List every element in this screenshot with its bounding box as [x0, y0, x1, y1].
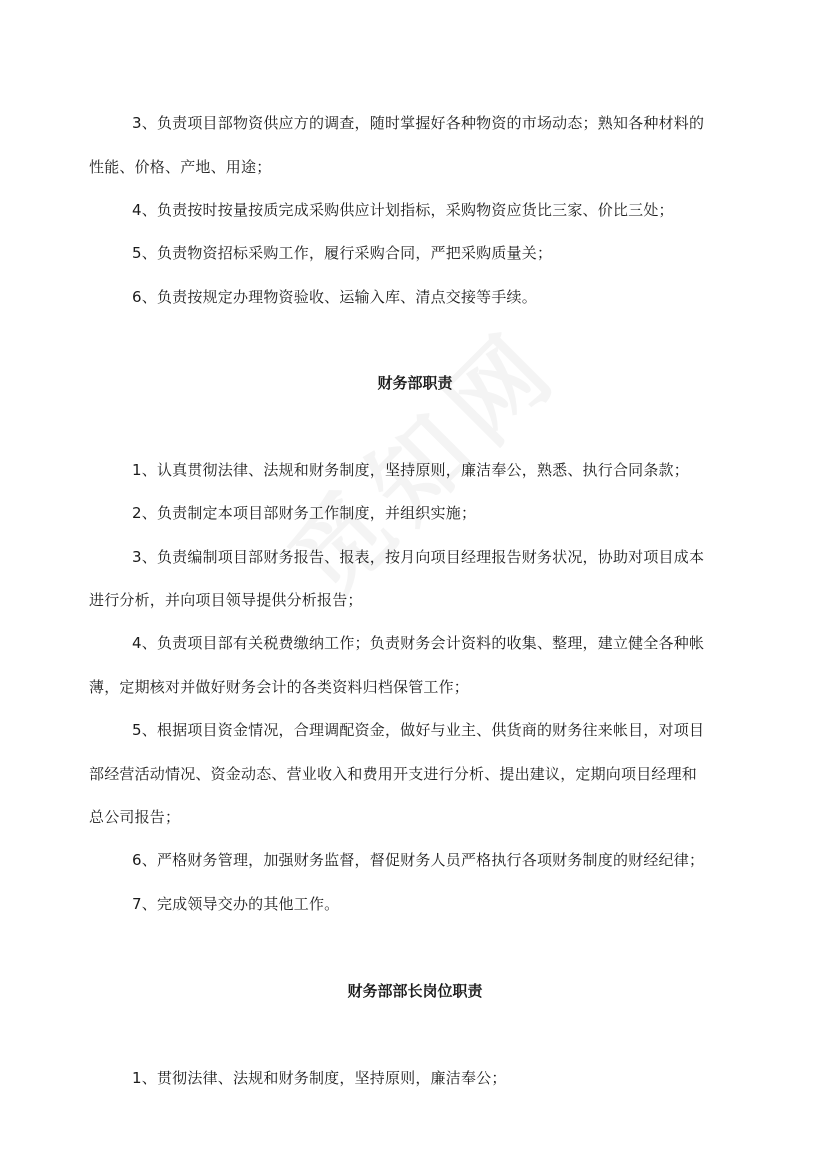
paragraph-line: 薄，定期核对并做好财务会计的各类资料归档保管工作；: [89, 678, 470, 696]
paragraph-line: 3、负责项目部物资供应方的调查，随时掌握好各种物资的市场动态；熟知各种材料的: [132, 114, 705, 132]
section-heading-finance-head: 财务部部长岗位职责: [347, 982, 483, 1000]
section-heading-finance: 财务部职责: [377, 374, 453, 392]
paragraph-line: 7、完成领导交办的其他工作。: [132, 895, 340, 913]
paragraph-line: 总公司报告；: [89, 808, 181, 826]
paragraph-line: 1、认真贯彻法律、法规和财务制度，坚持原则，廉洁奉公，熟悉、执行合同条款；: [132, 461, 689, 479]
paragraph-line: 3、负责编制项目部财务报告、报表，按月向项目经理报告财务状况，协助对项目成本: [132, 548, 705, 566]
paragraph-line: 1、贯彻法律、法规和财务制度，坚持原则，廉洁奉公；: [132, 1069, 507, 1087]
paragraph-line: 性能、价格、产地、用途；: [89, 158, 272, 176]
watermark: [255, 293, 585, 623]
paragraph-line: 部经营活动情况、资金动态、营业收入和费用开支进行分析、提出建议，定期向项目经理和: [89, 765, 698, 783]
paragraph-line: 6、负责按规定办理物资验收、运输入库、清点交接等手续。: [132, 288, 537, 306]
paragraph-line: 5、根据项目资金情况，合理调配资金，做好与业主、供货商的财务往来帐目，对项目: [132, 721, 705, 739]
paragraph-line: 4、负责项目部有关税费缴纳工作；负责财务会计资料的收集、整理，建立健全各种帐: [132, 634, 705, 652]
paragraph-line: 6、严格财务管理，加强财务监督，督促财务人员严格执行各项财务制度的财经纪律；: [132, 851, 705, 869]
paragraph-line: 进行分析，并向项目领导提供分析报告；: [89, 591, 363, 609]
paragraph-line: 5、负责物资招标采购工作，履行采购合同，严把采购质量关；: [132, 244, 553, 262]
paragraph-line: 2、负责制定本项目部财务工作制度，并组织实施；: [132, 504, 477, 522]
paragraph-line: 4、负责按时按量按质完成采购供应计划指标，采购物资应货比三家、价比三处；: [132, 201, 674, 219]
